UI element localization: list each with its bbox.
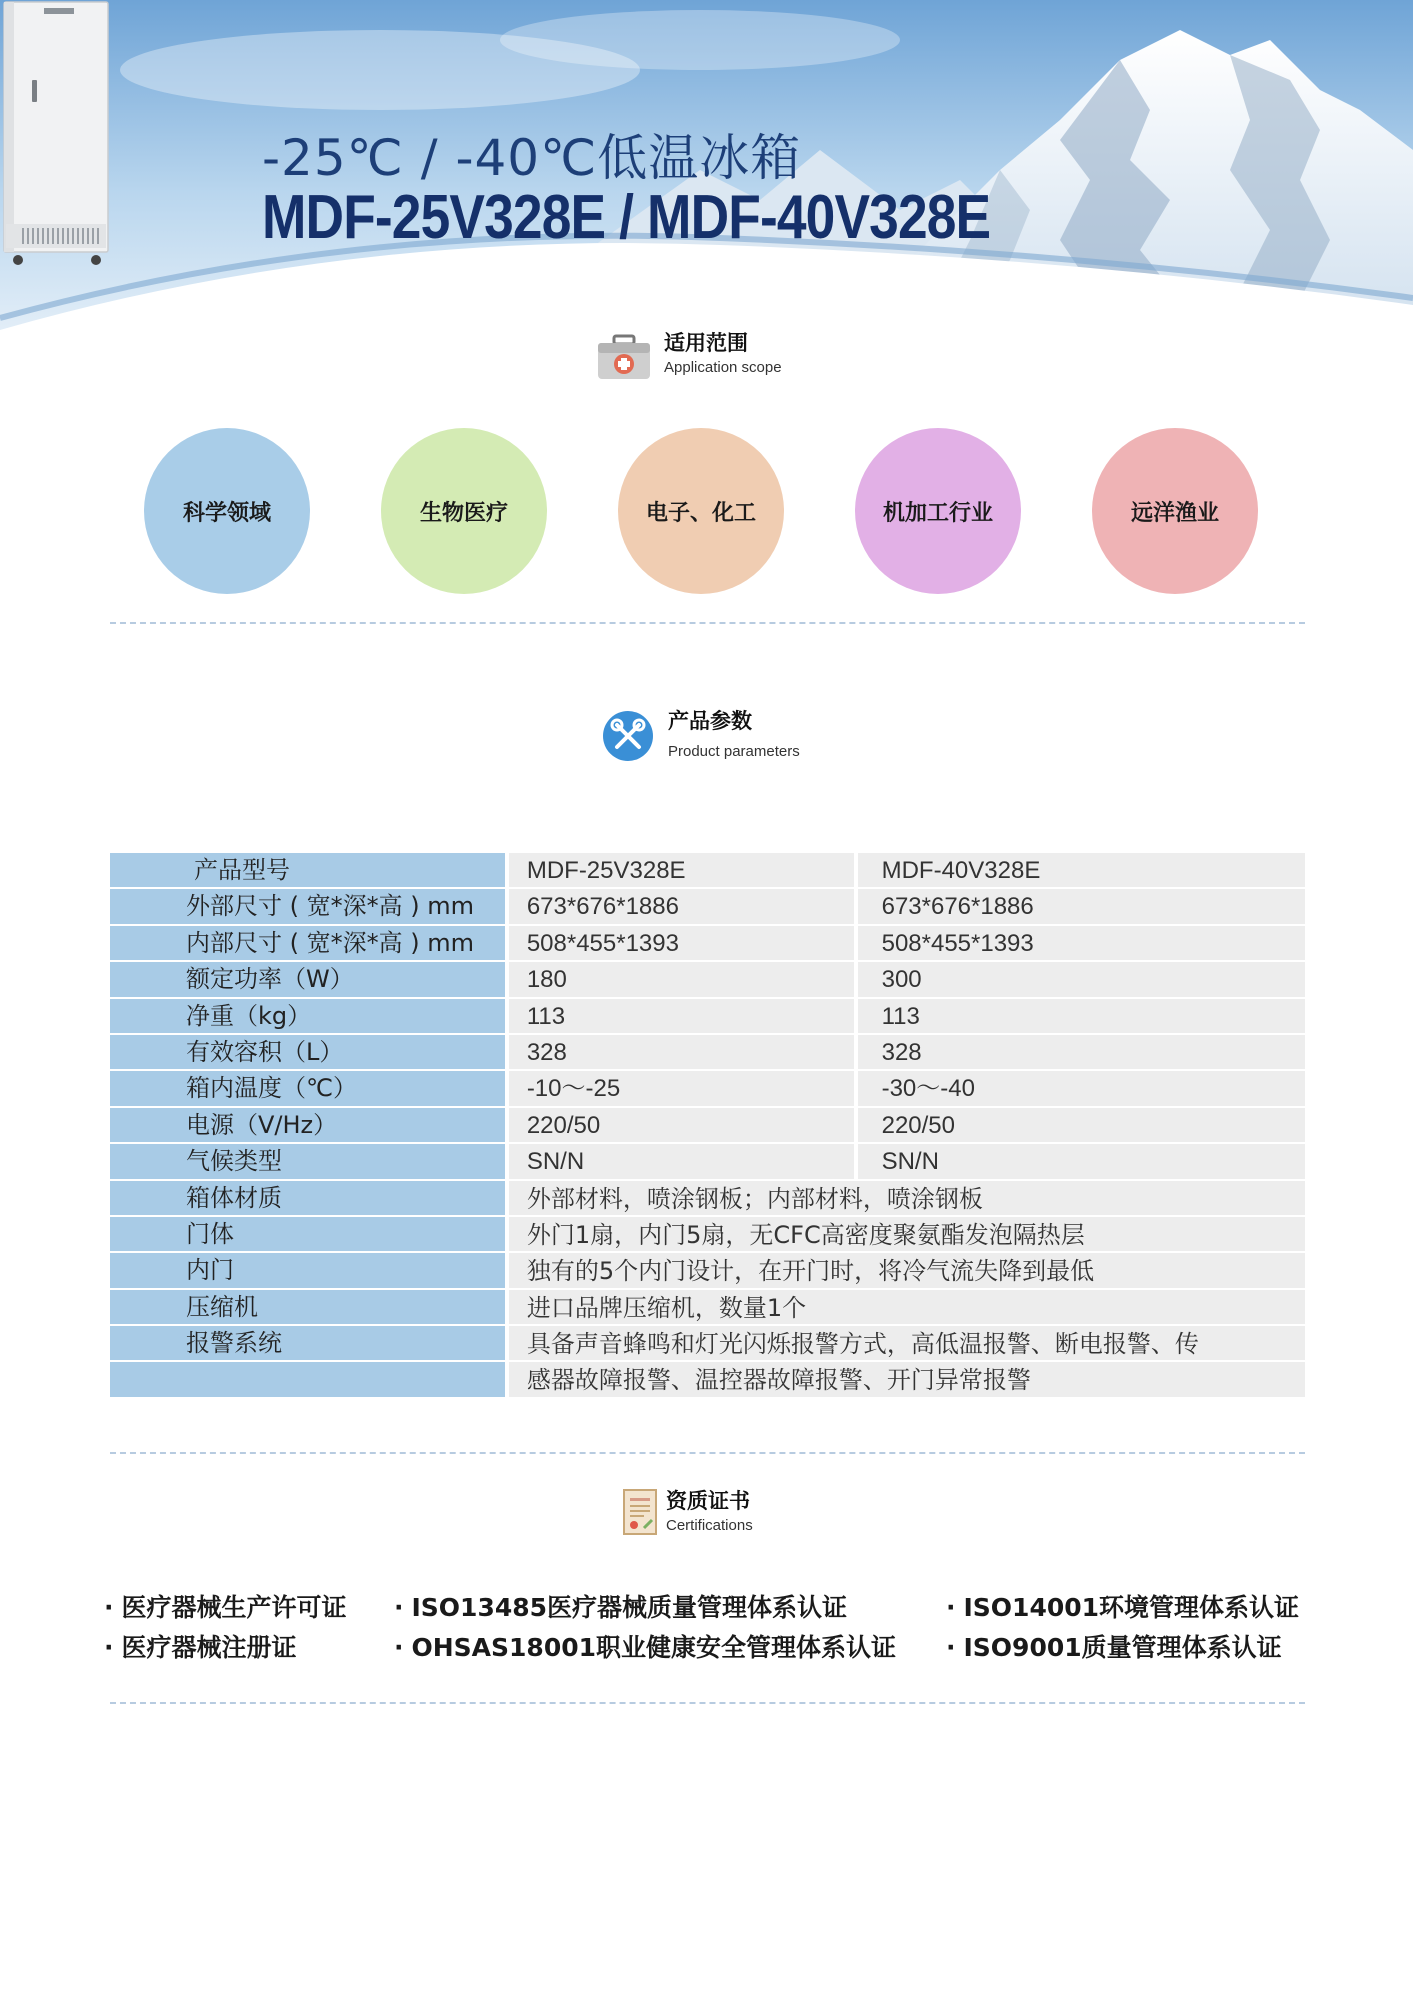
- table-row: [110, 1290, 1305, 1326]
- row-label: 电源（V/Hz）: [110, 1108, 505, 1144]
- section-divider: [110, 1702, 1305, 1704]
- cert-item: · 医疗器械生产许可证: [104, 1593, 347, 1622]
- cert-item: · ISO13485医疗器械质量管理体系认证: [394, 1593, 848, 1622]
- product-parameters-header: [600, 708, 800, 764]
- tools-icon: [600, 708, 656, 764]
- scope-circle-machining: [855, 428, 1021, 594]
- table-row: [110, 999, 1305, 1035]
- value-model-25: 673*676*1886: [509, 889, 854, 925]
- value-model-40: 113: [858, 999, 1305, 1035]
- value-model-40: 508*455*1393: [858, 926, 1305, 962]
- product-parameters-title: 产品参数: [668, 709, 752, 733]
- value-shared: 外门1扇，内门5扇，无CFC高密度聚氨酯发泡隔热层: [509, 1217, 1305, 1253]
- value-model-40: -30～-40: [858, 1071, 1305, 1107]
- scope-circle-biomedical: [381, 428, 547, 594]
- certifications-subtitle: Certifications: [666, 1517, 753, 1534]
- row-label: 报警系统: [110, 1326, 505, 1362]
- value-model-25: 220/50: [509, 1108, 854, 1144]
- parameters-table: [110, 853, 1305, 1399]
- table-row: [110, 962, 1305, 998]
- value-model-40: MDF-40V328E: [858, 853, 1305, 889]
- scope-circle-fishery: [1092, 428, 1258, 594]
- value-shared: 进口品牌压缩机，数量1个: [509, 1290, 1305, 1326]
- application-scope-header: [596, 330, 782, 386]
- value-model-25: SN/N: [509, 1144, 854, 1180]
- first-aid-kit-icon: [596, 330, 652, 386]
- certifications-title: 资质证书: [666, 1489, 750, 1513]
- row-label: 产品型号: [110, 853, 505, 889]
- row-label: 门体: [110, 1217, 505, 1253]
- row-label: 气候类型: [110, 1144, 505, 1180]
- value-model-40: 328: [858, 1035, 1305, 1071]
- certifications-header: [622, 1488, 753, 1536]
- value-shared: 独有的5个内门设计，在开门时，将冷气流失降到最低: [509, 1253, 1305, 1289]
- value-model-40: 220/50: [858, 1108, 1305, 1144]
- value-shared: 感器故障报警、温控器故障报警、开门异常报警: [509, 1362, 1305, 1398]
- cert-item: · OHSAS18001职业健康安全管理体系认证: [394, 1633, 897, 1662]
- value-model-25: 328: [509, 1035, 854, 1071]
- value-model-25: 180: [509, 962, 854, 998]
- value-shared: 外部材料，喷涂钢板；内部材料，喷涂钢板: [509, 1181, 1305, 1217]
- row-label: 有效容积（L）: [110, 1035, 505, 1071]
- scope-label: 电子、化工: [645, 500, 756, 526]
- value-model-25: -10～-25: [509, 1071, 854, 1107]
- table-row: [110, 853, 1305, 889]
- table-row: [110, 1071, 1305, 1107]
- row-label: 内部尺寸 ( 宽*深*高 ) mm: [110, 926, 505, 962]
- scope-circle-science: [144, 428, 310, 594]
- section-divider: [110, 1452, 1305, 1454]
- application-scope-title: 适用范围: [664, 331, 748, 355]
- application-scope-subtitle: Application scope: [664, 359, 782, 376]
- scope-label: 生物医疗: [419, 500, 508, 526]
- row-label: 内门: [110, 1253, 505, 1289]
- cert-item: · ISO14001环境管理体系认证: [946, 1593, 1300, 1622]
- table-row: [110, 1326, 1305, 1362]
- table-row: [110, 1362, 1305, 1398]
- product-model-title: MDF-25V328E / MDF-40V328E: [262, 183, 991, 252]
- row-label: 外部尺寸 ( 宽*深*高 ) mm: [110, 889, 505, 925]
- value-model-25: MDF-25V328E: [509, 853, 854, 889]
- table-row: [110, 1108, 1305, 1144]
- row-label: 额定功率（W）: [110, 962, 505, 998]
- certificate-icon: [622, 1488, 658, 1536]
- value-model-40: 300: [858, 962, 1305, 998]
- row-label: 压缩机: [110, 1290, 505, 1326]
- value-shared: 具备声音蜂鸣和灯光闪烁报警方式，高低温报警、断电报警、传: [509, 1326, 1305, 1362]
- row-label: [110, 1362, 505, 1398]
- table-row: [110, 1253, 1305, 1289]
- scope-label: 远洋渔业: [1130, 500, 1219, 526]
- cert-item: · 医疗器械注册证: [104, 1633, 297, 1662]
- row-label: 箱体材质: [110, 1181, 505, 1217]
- value-model-25: 508*455*1393: [509, 926, 854, 962]
- value-model-40: 673*676*1886: [858, 889, 1305, 925]
- cert-item: · ISO9001质量管理体系认证: [946, 1633, 1282, 1662]
- product-title-cn: -25℃ / -40℃低温冰箱: [262, 129, 802, 187]
- value-model-40: SN/N: [858, 1144, 1305, 1180]
- section-divider: [110, 622, 1305, 624]
- scope-label: 机加工行业: [882, 500, 993, 526]
- row-label: 箱内温度（℃）: [110, 1071, 505, 1107]
- row-label: 净重（kg）: [110, 999, 505, 1035]
- scope-circle-electronics: [618, 428, 784, 594]
- table-row: [110, 1181, 1305, 1217]
- table-row: [110, 926, 1305, 962]
- freezer-product-image: [0, 0, 112, 268]
- value-model-25: 113: [509, 999, 854, 1035]
- product-parameters-subtitle: Product parameters: [668, 743, 800, 760]
- scope-label: 科学领域: [182, 500, 271, 526]
- table-row: [110, 1035, 1305, 1071]
- header-banner: [0, 0, 1413, 350]
- table-row: [110, 889, 1305, 925]
- table-row: [110, 1144, 1305, 1180]
- table-row: [110, 1217, 1305, 1253]
